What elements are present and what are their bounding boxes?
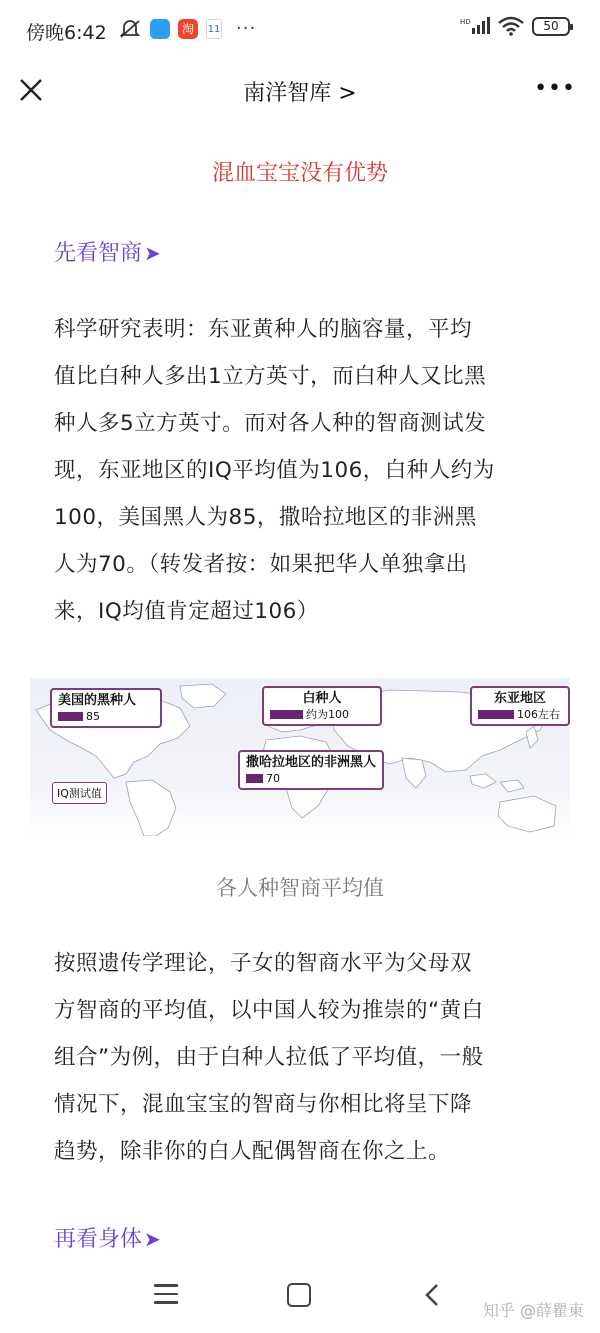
- app-notification-icon: [150, 19, 170, 39]
- figure-caption: 各人种智商平均值: [216, 876, 384, 900]
- taobao-icon: 淘: [178, 19, 198, 39]
- text-line: 100，美国黑人为85，撒哈拉地区的非洲黑: [54, 505, 477, 530]
- text-line: 人为70。（转发者按：如果把华人单独拿出: [54, 552, 468, 577]
- label-iq-value: 70: [266, 772, 280, 785]
- section-heading-label: 先看智商: [54, 241, 143, 266]
- paragraph-iq: [54, 306, 550, 635]
- play-arrow-icon: ➤: [144, 1227, 161, 1251]
- wifi-icon: [498, 16, 524, 36]
- label-iq-value: 106左右: [517, 708, 560, 721]
- home-icon[interactable]: [287, 1283, 311, 1307]
- section-heading-label: 再看身体: [54, 1227, 143, 1252]
- status-notification-icons: [118, 18, 256, 39]
- back-icon[interactable]: [420, 1282, 444, 1308]
- map-label-us-black: [50, 688, 162, 728]
- text-line: 种人多5立方英寸。而对各人种的智商测试发: [54, 411, 487, 436]
- text-line: 来，IQ均值肯定超过106）: [54, 599, 319, 624]
- text-line: 现，东亚地区的IQ平均值为106，白种人约为: [54, 458, 495, 483]
- iq-legend: IQ测试值: [52, 782, 107, 804]
- status-right-icons: [460, 16, 570, 36]
- label-iq-value: 85: [86, 710, 100, 723]
- mute-icon: [118, 19, 142, 39]
- text-line: 组合”为例，由于白种人拉低了平均值，一般: [54, 1045, 484, 1070]
- watermark: 知乎 @薛瞿東: [482, 1301, 584, 1320]
- text-line: 按照遗传学理论，子女的智商水平为父母双: [54, 951, 473, 976]
- label-group-name: 白种人: [302, 691, 342, 706]
- map-label-sub-saharan: [238, 750, 384, 790]
- svg-text:HD: HD: [460, 18, 471, 26]
- section-heading-iq: [54, 236, 161, 267]
- more-icon[interactable]: •••: [534, 76, 576, 101]
- iq-bar: [246, 774, 263, 783]
- text-line: 值比白种人多出1立方英寸，而白种人又比黑: [54, 364, 487, 389]
- text-line: 科学研究表明：东亚黄种人的脑容量，平均: [54, 317, 473, 342]
- text-line: 趋势，除非你的白人配偶智商在你之上。: [54, 1139, 451, 1164]
- play-arrow-icon: ➤: [144, 241, 161, 265]
- status-bar: [0, 0, 600, 62]
- signal-icon: [460, 16, 490, 36]
- label-iq-value: 约为100: [306, 708, 349, 721]
- iq-world-map-image[interactable]: [30, 678, 570, 836]
- map-label-east-asia: [470, 686, 570, 726]
- text-line: 方智商的平均值，以中国人较为推崇的“黄白: [54, 998, 484, 1023]
- status-time: 傍晚6:42: [26, 22, 107, 44]
- label-group-name: 美国的黑种人: [58, 693, 137, 708]
- battery-icon: 50: [532, 17, 570, 36]
- article-section-title: 混血宝宝没有优势: [211, 161, 388, 186]
- label-group-name: 东亚地区: [493, 691, 546, 706]
- text-line: 情况下，混血宝宝的智商与你相比将呈下降: [54, 1092, 473, 1117]
- map-label-white: [262, 686, 382, 726]
- menu-icon[interactable]: [154, 1284, 178, 1306]
- section-heading-body: [54, 1222, 161, 1253]
- nav-bar: [0, 62, 600, 120]
- label-group-name: 撒哈拉地区的非洲黑人: [246, 755, 377, 770]
- calendar-icon: 11: [206, 19, 222, 39]
- iq-bar: [478, 710, 514, 719]
- more-notifications-icon: ···: [236, 18, 257, 39]
- iq-bar: [270, 710, 303, 719]
- paragraph-genetics: [54, 940, 550, 1175]
- account-title-link[interactable]: 南洋智库 >: [243, 81, 357, 106]
- iq-bar: [58, 712, 83, 721]
